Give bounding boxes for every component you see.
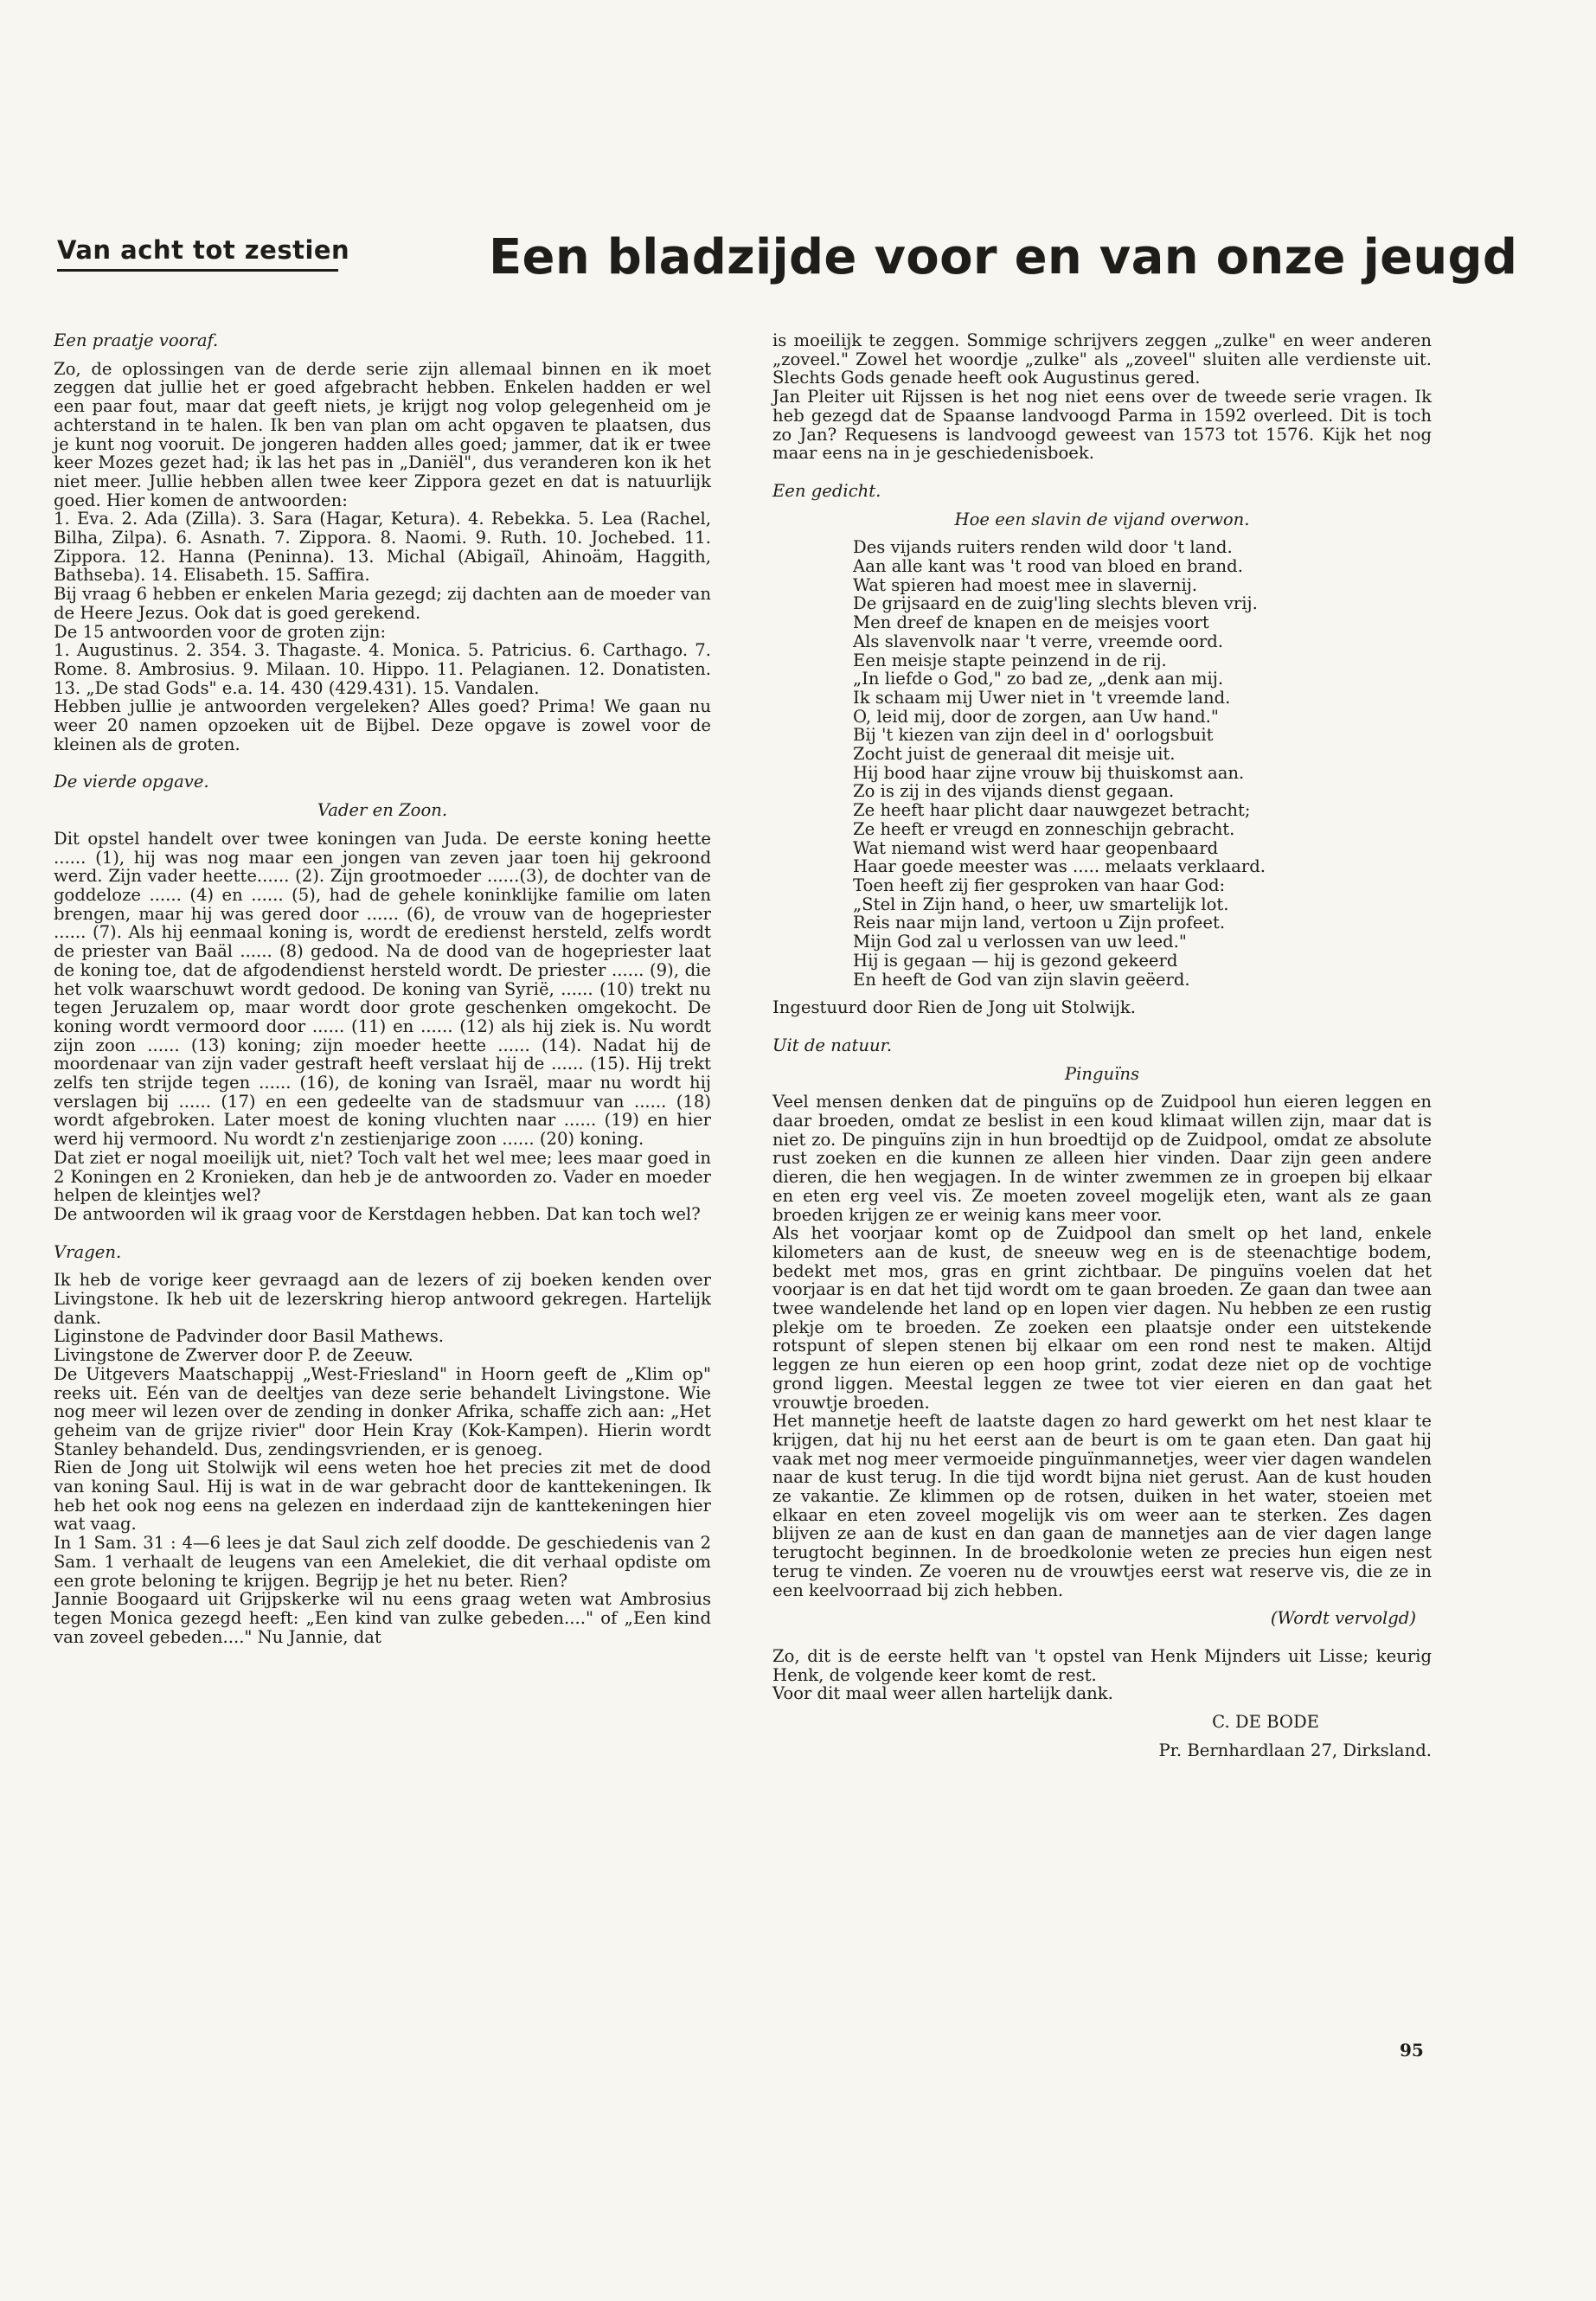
poem-line: Als slavenvolk naar 't verre, vreemde oord. bbox=[853, 631, 1224, 651]
poem-title: Hoe een slavin de vijand overwon. bbox=[954, 509, 1250, 529]
poem-line: Bij 't kiezen van zijn deel in d' oorlogsbuit bbox=[853, 725, 1214, 746]
poem-line: Hij is gegaan — hij is gezond gekeerd bbox=[853, 950, 1178, 971]
paragraph: Rien de Jong uit Stolwijk wil eens weten hoe het precies zit met de dood van koning Saul. Hij is wat in de war gebracht door de kanttekeningen. Ik heb het ook nog eens na gelezen en inderdaad zijn de kanttekeningen hier wat vaag. bbox=[54, 1458, 711, 1535]
section-heading-gedicht: Een gedicht. bbox=[772, 480, 881, 501]
kicker-underline bbox=[57, 269, 338, 272]
right-column bbox=[772, 331, 1432, 1760]
paragraph: Voor dit maal weer allen hartelijk dank. bbox=[772, 1683, 1113, 1704]
poem-line: Wat niemand wist werd haar geopenbaard bbox=[853, 837, 1219, 858]
poem-credit: Ingestuurd door Rien de Jong uit Stolwijk. bbox=[772, 997, 1136, 1018]
poem-line: Ik schaam mij Uwer niet in 't vreemde land. bbox=[853, 687, 1231, 708]
book-entry: Livingstone de Zwerver door P. de Zeeuw. bbox=[54, 1345, 413, 1366]
paragraph: Jan Pleiter uit Rijssen is het nog niet eens over de tweede serie vragen. Ik heb gezegd dat de Spaanse landvoogd Parma in 1592 overleed. Dit is toch zo Jan? Requesens is landvoogd geweest van 1573 tot 1576. Kijk het nog maar eens na in je geschiedenisboek. bbox=[772, 387, 1432, 464]
paragraph: Dit opstel handelt over twee koningen van Juda. De eerste koning heette ...... (1), hij was nog maar een jongen van zeven jaar toen hij gekroond werd. Zijn vader heette...... (2). Zijn grootmoeder ......(3), de dochter van de goddeloze ...... (4) en ...... (5), had de gehele koninklijke familie om laten brengen, maar hij was gered door ...... (6), de vrouw van de hogepriester ...... (7). Als hij eenmaal koning is, wordt de eredienst hersteld, zelfs wordt de priester van Baäl ...... (8) gedood. Na de dood van de hogepriester laat de koning toe, dat de afgodendienst hersteld wordt. De priester ...... (9), die het volk waarschuwt wordt gedood. De koning van Syrië, ...... (10) trekt nu tegen Jeruzalem op, maar wordt door grote geschenken omgekocht. De koning wordt vermoord door ...... (11) en ...... (12) als hij ziek is. Nu wordt zijn zoon ...... (13) koning; zijn moeder heette ...... (14). Nadat hij de moordenaar van zijn vader gestraft heeft verslaat hij de ...... (15). Hij trekt zelfs ten strijde tegen ...... (16), de koning van Israël, maar nu wordt hij verslagen bij ...... (17) en een gedeelte van de stadsmuur van ...... (18) wordt afgebroken. Later moest de koning vluchten naar ...... (19) en hier werd hij vermoord. Nu wordt z'n zestienjarige zoon ...... (20) koning. bbox=[54, 828, 711, 1150]
poem-line: Ze heeft er vreugd en zonneschijn gebracht. bbox=[853, 818, 1235, 839]
page-number: 95 bbox=[1400, 2040, 1424, 2061]
paragraph: Zo, de oplossingen van de derde serie zijn allemaal binnen en ik moet zeggen dat jullie het er goed afgebracht hebben. Enkelen hadden er wel een paar fout, maar dat geeft niets, je krijgt nog volop gelegenheid om je achterstand in te halen. Ik ben van plan om acht opgaven te plaatsen, dus je kunt nog vooruit. De jongeren hadden alles goed; jammer, dat ik er twee keer Mozes gezet had; ik las het pas in „Daniël", dus veranderen kon ik het niet meer. Jullie hebben allen twee keer Zippora gezet en dat is natuurlijk goed. Hier komen de antwoorden: bbox=[54, 358, 711, 510]
paragraph: Bij vraag 6 hebben er enkelen Maria gezegd; zij dachten aan de moeder van de Heere Jezus. Ook dat is goed gerekend. bbox=[54, 584, 711, 623]
poem-line: Toen heeft zij fier gesproken van haar God: bbox=[853, 875, 1226, 895]
natuur-title: Pinguïns bbox=[1064, 1063, 1140, 1084]
poem-line: Wat spieren had moest mee in slavernij. bbox=[853, 574, 1198, 595]
poem-line: Ze heeft haar plicht daar nauwgezet betracht; bbox=[853, 800, 1251, 821]
paragraph: is moeilijk te zeggen. Sommige schrijvers zeggen „zulke" en weer anderen „zoveel." Zowel het woordje „zulke" als „zoveel" sluiten alle verdienste uit. Slechts Gods genade heeft ook Augustinus gered. bbox=[772, 330, 1432, 388]
paragraph: Als het voorjaar komt op de Zuidpool dan smelt op het land, enkele kilometers aan de kust, de sneeuw weg en is de steenachtige bodem, bedekt met mos, gras en grint zichtbaar. De pinguïns voelen dat het voorjaar is en dat het tijd wordt om te gaan broeden. Ze gaan dan twee aan twee wandelende het land op en lopen vier dagen. Nu hebben ze een rustig plekje om te broeden. Ze zoeken een plaatsje onder een uitstekende rotspunt of slepen stenen bij elkaar om een rond nest te maken. Altijd leggen ze hun eieren op een hoop grint, zodat deze niet op de vochtige grond liggen. Meestal leggen ze twee tot vier eieren en dan gaat het vrouwtje broeden. bbox=[772, 1223, 1432, 1413]
opgave-title: Vader en Zoon. bbox=[317, 800, 448, 821]
poem-line: Zocht juist de generaal dit meisje uit. bbox=[853, 744, 1176, 765]
poem-line: Zo is zij in des vijands dienst gegaan. bbox=[853, 781, 1175, 802]
section-heading-natuur: Uit de natuur. bbox=[772, 1035, 893, 1055]
paragraph: Jannie Boogaard uit Grijpskerke wil nu eens graag weten wat Ambrosius tegen Monica gezegd heeft: „Een kind van zulke gebeden...." of „Een kind van zoveel gebeden...." Nu Jannie, dat bbox=[54, 1589, 711, 1647]
paragraph: Zo, dit is de eerste helft van 't opstel van Henk Mijnders uit Lisse; keurig Henk, de volgende keer komt de rest. bbox=[772, 1646, 1432, 1685]
poem-line: Mijn God zal u verlossen van uw leed." bbox=[853, 932, 1187, 952]
signature-name: C. DE BODE bbox=[1212, 1712, 1319, 1733]
section-heading-vragen: Vragen. bbox=[54, 1241, 122, 1262]
paragraph: Hebben jullie je antwoorden vergeleken? Alles goed? Prima! We gaan nu weer 20 namen opzoeken uit de Bijbel. Deze opgave is zowel voor de kleinen als de groten. bbox=[54, 696, 711, 754]
poem-line: Haar goede meester was ..... melaats verklaard. bbox=[853, 856, 1266, 877]
paragraph: Ik heb de vorige keer gevraagd aan de lezers of zij boeken kenden over Livingstone. Ik heb uit de lezerskring hierop antwoord gekregen. Hartelijk dank. bbox=[54, 1270, 711, 1328]
paragraph: Veel mensen denken dat de pinguïns op de Zuidpool hun eieren leggen en daar broeden, omdat ze beslist in een koud klimaat willen zijn, maar dat is niet zo. De pinguïns zijn in hun broedtijd op de Zuidpool, omdat ze absolute rust zoeken en die kunnen ze alleen hier vinden. Daar zijn geen andere dieren, die hen wegjagen. In de winter zwemmen ze in groepen bij elkaar en eten erg veel vis. Ze moeten zoveel mogelijk eten, want als ze gaan broeden krijgen ze er weinig kans meer voor. bbox=[772, 1092, 1432, 1225]
poem-line: „Stel in Zijn hand, o heer, uw smartelijk lot. bbox=[853, 894, 1229, 914]
paragraph: In 1 Sam. 31 : 4—6 lees je dat Saul zich zelf doodde. De geschiedenis van 2 Sam. 1 verhaalt de leugens van een Amelekiet, die dit verhaal opdiste om een grote beloning te krijgen. Begrijp je het nu beter. Rien? bbox=[54, 1533, 711, 1591]
poem-line: Des vijands ruiters renden wild door 't land. bbox=[853, 537, 1233, 558]
section-heading-opgave: De vierde opgave. bbox=[54, 772, 209, 792]
paragraph: De 15 antwoorden voor de groten zijn: bbox=[54, 621, 387, 642]
poem-line: Een meisje stapte peinzend in de rij. bbox=[853, 650, 1167, 670]
poem-line: Aan alle kant was 't rood van bloed en brand. bbox=[853, 556, 1243, 577]
paragraph: De antwoorden wil ik graag voor de Kerstdagen hebben. Dat kan toch wel? bbox=[54, 1203, 701, 1224]
poem-line: „In liefde o God," zo bad ze, „denk aan mij. bbox=[853, 669, 1224, 689]
poem-line: Reis naar mijn land, vertoon u Zijn profeet. bbox=[853, 913, 1226, 933]
poem-line: Men dreef de knapen en de meisjes voort bbox=[853, 612, 1209, 633]
section-kicker: Van acht tot zestien bbox=[57, 235, 350, 265]
page-headline: Een bladzijde voor en van onze jeugd bbox=[489, 229, 1518, 285]
poem-line: O, leid mij, door de zorgen, aan Uw hand." bbox=[853, 706, 1219, 727]
poem-line: De grijsaard en de zuig'ling slechts bleven vrij. bbox=[853, 593, 1258, 614]
section-heading-praatje: Een praatje vooraf. bbox=[54, 330, 219, 350]
paragraph: Dat ziet er nogal moeilijk uit, niet? Toch valt het wel mee; lees maar goed in 2 Koningen en 2 Kronieken, dan heb je de antwoorden zo. Vader en moeder helpen de kleintjes wel? bbox=[54, 1147, 711, 1206]
continued-note: (Wordt vervolgd) bbox=[1270, 1608, 1416, 1629]
left-column bbox=[54, 331, 711, 1646]
answers-list-young: 1. Eva. 2. Ada (Zilla). 3. Sara (Hagar, Ketura). 4. Rebekka. 5. Lea (Rachel, Bilha, Zilpa). 6. Asnath. 7. Zippora. 8. Naomi. 9. Ruth. 10. Jochebed. 11. Zippora. 12. Hanna (Peninna). 13. Michal (Abigaïl, Ahinoäm, Haggith, Bathseba). 14. Elisabeth. 15. Saffira. bbox=[54, 509, 711, 586]
signature-address: Pr. Bernhardlaan 27, Dirksland. bbox=[1158, 1740, 1432, 1760]
paragraph: Het mannetje heeft de laatste dagen zo hard gewerkt om het nest klaar te krijgen, dat hij nu het eerst aan de beurt is om te gaan eten. Dan gaat hij vaak met nog meer vermoeide pinguïnmannetjes, weer vier dagen wandelen naar de kust terug. In die tijd wordt bijna niet gerust. Aan de kust houden ze vakantie. Ze klimmen op de rotsen, duiken in het water, stoeien met elkaar en eten zoveel mogelijk vis om weer aan te sterken. Zes dagen blijven ze aan de kust en dan gaan de mannetjes aan de vier dagen lange terugtocht beginnen. In de broedkolonie weten ze precies hun eigen nest terug te vinden. Ze voeren nu de vrouwtjes eerst wat reserve vis, die ze in een keelvoorraad bij zich hebben. bbox=[772, 1411, 1432, 1600]
book-entry: Liginstone de Padvinder door Basil Mathews. bbox=[54, 1326, 444, 1347]
poem-line: En heeft de God van zijn slavin geëerd. bbox=[853, 969, 1190, 990]
paragraph: De Uitgevers Maatschappij „West-Friesland" in Hoorn geeft de „Klim op" reeks uit. Eén van de deeltjes van deze serie behandelt Livingstone. Wie nog meer wil lezen over de zending in donker Afrika, schaffe zich aan: „Het geheim van de grijze rivier" door Hein Kray (Kok-Kampen). Hierin wordt Stanley behandeld. Dus, zendingsvrienden, er is genoeg. bbox=[54, 1363, 711, 1459]
answers-list-old: 1. Augustinus. 2. 354. 3. Thagaste. 4. Monica. 5. Patricius. 6. Carthago. 7. Rome. 8. Ambrosius. 9. Milaan. 10. Hippo. 11. Pelagianen. 12. Donatisten. 13. „De stad Gods" e.a. 14. 430 (429.431). 15. Vandalen. bbox=[54, 640, 711, 698]
poem bbox=[853, 538, 1432, 989]
poem-line: Hij bood haar zijne vrouw bij thuiskomst aan. bbox=[853, 762, 1245, 783]
